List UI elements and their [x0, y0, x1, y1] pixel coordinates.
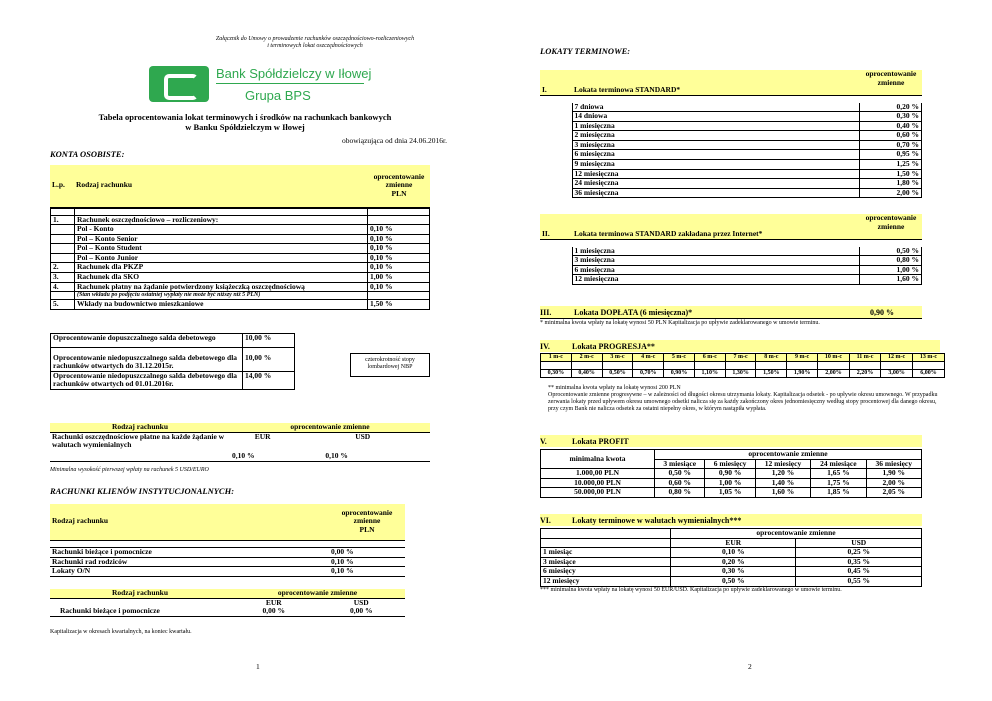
month-header: 1 m-c [541, 354, 572, 362]
section-deposits: LOKATY TERMINOWE: [540, 46, 631, 56]
s4-note2: Oprocentowanie zmienne progresywne – w zależności od długości okresu utrzymania lokaty. Kapitalizacja odsetek - po upływie okresu umownego. W przypadku zerwania lokaty przed upływem okresu umownego odsetki nalicza się za każdy zakończony okres jednomiesięczny według stopy procentowej dla danego okresu, przy czym Bank nie nalicza odsetek za ostatni niepełny okres, w którym nastąpiła wypłata. [548, 392, 938, 412]
row-rate: 1,40 % [755, 478, 810, 488]
debit-row-2-label: Oprocentowanie niedopuszczalnego salda debetowego dla rachunków otwartych do 31.12.2015r. [51, 354, 243, 372]
row-eur: 0,50 % [671, 576, 796, 586]
debit-row-2-rate: 10,00 % [243, 354, 295, 372]
debit-row-3-label: Oprocentowanie niedopuszczalnego salda debetowego dla rachunków otwartych od 01.01.2016r. [51, 371, 243, 389]
row-amount: 10.000,00 PLN [541, 478, 655, 488]
table-row [540, 188, 922, 198]
inst-cur-header-eur: EUR [265, 597, 282, 607]
row-name: Pol – Konto Senior [75, 234, 368, 244]
table-row [50, 567, 405, 577]
month-header: 11 m-c [849, 354, 880, 362]
row-rate: 0,10 % [368, 263, 430, 273]
s2-body [540, 240, 922, 285]
month-rate: 1,10% [694, 370, 725, 378]
row-lp: 1. [51, 215, 75, 225]
s5-title: Lokata PROFIT [572, 437, 629, 446]
row-lp [51, 244, 75, 254]
row-rate: 0,60 % [860, 131, 922, 141]
month-header: 8 m-c [756, 354, 787, 362]
row-rate: 1,60 % [860, 275, 922, 285]
header-type: Rodzaj rachunku [74, 165, 368, 207]
row-term: 3 miesięczna [572, 256, 860, 266]
row-name: Pol – Konto Junior [75, 253, 368, 263]
period-header: 3 miesiące [655, 459, 705, 469]
table-row [51, 282, 430, 292]
table-row [541, 488, 922, 498]
period-header: 6 miesięcy [705, 459, 755, 469]
row-rate: 1,05 % [705, 488, 755, 498]
progresja-header [540, 340, 940, 352]
period-header: 12 miesięcy [755, 459, 810, 469]
table-row [50, 548, 405, 558]
row-name: Lokaty O/N [50, 567, 329, 577]
s3-num: III. [540, 308, 552, 317]
s2-title: Lokata terminowa STANDARD zakładana przez Internet* [572, 214, 860, 239]
row-name: Pol – Konto Student [75, 244, 368, 254]
row-rate: 0,50 % [860, 247, 922, 256]
row-rate: 2,00 % [860, 188, 922, 198]
month-header: 6 m-c [694, 354, 725, 362]
capitalization-note: Kapitalizacja w okresach kwartalnych, na koniec kwartału. [50, 629, 192, 635]
month-header: 4 m-c [633, 354, 664, 362]
cur-header-eur: EUR [254, 431, 271, 441]
table-row [541, 548, 922, 558]
doplata-row [540, 306, 922, 319]
table-row [51, 300, 430, 310]
row-eur: 0,30 % [671, 567, 796, 577]
row-rate: 1,00 % [705, 478, 755, 488]
s4-title: Lokata PROGRESJA** [572, 342, 655, 351]
logo-divider [216, 83, 364, 84]
s1-body [540, 96, 922, 199]
row-rate: 0,95 % [860, 150, 922, 160]
inst-header-type: Rodzaj rachunku [50, 504, 329, 540]
page-title: Tabela oprocentowania lokat terminowych i środków na rachunkach bankowych w Banku Spółdzielczym w Iłowej [98, 112, 392, 132]
row-term: 6 miesięczna [572, 150, 860, 160]
row-rate: 1,75 % [811, 478, 866, 488]
row-name: Rachunki rad rodziców [50, 557, 329, 567]
row-rate: 0,10 % [368, 234, 430, 244]
row-term: 1 miesięczna [572, 247, 860, 256]
s2-num: II. [540, 214, 572, 239]
institutional-table [50, 504, 405, 577]
table-row [540, 131, 922, 141]
row-rate: 0,80 % [860, 256, 922, 266]
row-rate: 1,25 % [860, 160, 922, 170]
month-rate: 0,70% [633, 370, 664, 378]
row-rate: 0,10 % [329, 567, 405, 577]
s1-rate-header: oprocentowanie zmienne [860, 70, 922, 95]
debit-table [50, 333, 295, 390]
cur-min-note: Minimalna wysokość pierwszej wpłaty na rachunek 5 USD/EURO [50, 467, 209, 473]
cur-row-label: Rachunki oszczędnościowe płatne na każde żądanie w walutach wymienialnych [50, 432, 230, 461]
month-header: 3 m-c [602, 354, 633, 362]
row-lp [51, 234, 75, 244]
table-row [541, 469, 922, 479]
s6-eur-header: EUR [671, 538, 796, 548]
row-rate: 1,20 % [755, 469, 810, 479]
page-number-1: 1 [256, 662, 260, 671]
row-lp: 3. [51, 273, 75, 283]
s2-rate-header: oprocentowanie zmienne [860, 214, 922, 239]
cur-header-usd: USD [355, 431, 371, 441]
row-name: Pol - Konto [75, 225, 368, 235]
row-rate: 0,50 % [655, 469, 705, 479]
row-term: 36 miesięczna [572, 188, 860, 198]
bank-logo-icon [149, 66, 209, 102]
row-rate: 1,00 % [368, 273, 430, 283]
row-term: 24 miesięczna [572, 179, 860, 189]
inst-cur-usd: 0,00 % [317, 607, 405, 616]
month-header: 12 m-c [881, 354, 913, 362]
page-number-2: 2 [748, 662, 752, 671]
month-rate: 1,50% [756, 370, 787, 378]
month-header: 9 m-c [787, 354, 818, 362]
s4-num: IV. [540, 342, 550, 351]
s1-title: Lokata terminowa STANDARD* [572, 70, 860, 95]
table-row [51, 225, 430, 235]
month-rate: 0,30% [541, 370, 572, 378]
header-lp: L.p. [50, 165, 74, 207]
table-row [540, 275, 922, 285]
row-name: Rachunek dla SKO [75, 273, 368, 283]
table-row [540, 160, 922, 170]
row-rate: 1,60 % [755, 488, 810, 498]
row-term: 9 miesięczna [572, 160, 860, 170]
inst-cur-header-usd: USD [353, 597, 369, 607]
row-name: Rachunek dla PKZP [75, 263, 368, 273]
personal-accounts-body [50, 208, 430, 310]
row-rate: 0,70 % [860, 140, 922, 150]
period-header: 36 miesięcy [866, 459, 921, 469]
inst-header-rate: oprocentowanie zmienne PLN [329, 504, 405, 540]
row-usd: 0,45 % [796, 567, 922, 577]
row-lp: 4. [51, 282, 75, 292]
row-eur: 0,10 % [671, 548, 796, 558]
s4-note1: ** minimalna kwota wpłaty na lokatę wynosi 200 PLN [548, 385, 681, 391]
row-term: 2 miesięczna [572, 131, 860, 141]
row-term: 12 miesięczna [572, 169, 860, 179]
table-row [540, 112, 922, 122]
inst-cur-eur: 0,00 % [230, 607, 317, 616]
row-usd: 0,35 % [796, 557, 922, 567]
row-term: 7 dniowa [572, 103, 860, 112]
month-rate: 2,20% [849, 370, 880, 378]
month-header: 7 m-c [725, 354, 756, 362]
month-rate: 3,00% [881, 370, 913, 378]
row-rate: 1,50 % [368, 300, 430, 310]
row-rate: 0,80 % [655, 488, 705, 498]
row-name: Rachunki bieżące i pomocnicze [50, 548, 329, 558]
month-header: 10 m-c [818, 354, 850, 362]
annex-note: Załącznik do Umowy o prowadzenie rachunków oszczędnościowo-rozliczeniowych i terminowych lokat oszczędnościowych [215, 36, 415, 49]
row-name: Wkłady na budownictwo mieszkaniowe [75, 300, 368, 310]
currency-deposits-table [540, 528, 922, 587]
row-lp [51, 225, 75, 235]
row-rate: 0,10 % [368, 225, 430, 235]
table-row [51, 244, 430, 254]
month-rate: 0,50% [602, 370, 633, 378]
month-header: 13 m-c [913, 354, 945, 362]
debit-side-note: czterokrotność stopy lombardowej NBP [350, 353, 430, 377]
row-lp: 2. [51, 263, 75, 273]
row-rate: 0,90 % [705, 469, 755, 479]
debit-row-3-rate: 14,00 % [243, 371, 295, 389]
row-usd: 0,55 % [796, 576, 922, 586]
row-rate: 0,30 % [860, 112, 922, 122]
s6-usd-header: USD [796, 538, 922, 548]
s3-title: Lokata DOPŁATA (6 miesięczna)* [574, 308, 693, 317]
logo-group: Grupa BPS [245, 88, 311, 103]
month-rate: 1,90% [787, 370, 818, 378]
standard-deposit-table [540, 70, 922, 198]
cur-header-rate: oprocentowanie zmienne [230, 423, 430, 432]
cur-header-type: Rodzaj rachunku [50, 423, 230, 432]
row-rate: 0,20 % [860, 103, 922, 112]
row-term: 3 miesiące [541, 557, 671, 567]
inst-cur-header-rate: oprocentowanie zmienne [230, 589, 405, 598]
inst-currency-table [50, 589, 405, 617]
row-4-note: (Stan wkładu po podjęciu ostatniej wypłaty nie może być niższy niż 5 PLN) [75, 292, 368, 300]
month-header: 5 m-c [664, 354, 695, 362]
row-amount: 50.000,00 PLN [541, 488, 655, 498]
row-rate: 1,50 % [860, 169, 922, 179]
inst-cur-header-type: Rodzaj rachunku [50, 589, 230, 598]
table-row [541, 576, 922, 586]
s5-rate-header: oprocentowanie zmienne [655, 450, 922, 460]
row-term: 12 miesięczna [572, 275, 860, 285]
internet-deposit-table [540, 214, 922, 285]
row-lp: 5. [51, 300, 75, 310]
inst-cur-row-label: Rachunki bieżące i pomocnicze [50, 607, 230, 616]
month-rate: 1,30% [725, 370, 756, 378]
institutional-body [50, 541, 405, 577]
debit-row-1-label: Oprocentowanie dopuszczalnego salda debetowego [51, 334, 243, 348]
month-header: 2 m-c [571, 354, 602, 362]
s6-title: Lokaty terminowe w walutach wymienialnych*** [572, 516, 742, 525]
row-eur: 0,20 % [671, 557, 796, 567]
currency-deposits-header [540, 514, 922, 526]
profit-header [540, 435, 922, 447]
s6-note: *** minimalna kwota wpłaty na lokatę wynosi 50 EUR/USD. Kapitalizacja po upływie zadeklarowanego w umowie terminu. [540, 587, 842, 593]
table-row [540, 179, 922, 189]
row-term: 6 miesięcy [541, 567, 671, 577]
row-term: 6 miesięczna [572, 265, 860, 275]
s3-note: * minimalna kwota wpłaty na lokatę wynosi 50 PLN Kapitalizacja po upływie zadeklarowanego w umowie terminu. [540, 320, 820, 326]
section-personal: KONTA OSOBISTE: [50, 149, 125, 159]
s3-rate: 0,90 % [870, 308, 894, 317]
row-term: 1 miesięczna [572, 121, 860, 131]
currency-savings-table [50, 423, 430, 462]
row-rate: 0,10 % [368, 282, 430, 292]
row-rate: 0,10 % [368, 253, 430, 263]
row-term: 1 miesiąc [541, 548, 671, 558]
month-rate: 6,00% [913, 370, 945, 378]
row-rate: 1,65 % [811, 469, 866, 479]
profit-table [540, 449, 922, 498]
header-rate: oprocentowanie zmienne PLN [368, 165, 430, 207]
progresja-table [540, 353, 945, 378]
personal-accounts-table [50, 165, 430, 310]
cur-usd-rate: 0,10 % [295, 441, 430, 461]
row-term: 3 miesięczna [572, 140, 860, 150]
row-rate: 0,00 % [329, 548, 405, 558]
month-rate: 0,40% [571, 370, 602, 378]
row-rate: 2,05 % [866, 488, 921, 498]
period-header: 24 miesiące [811, 459, 866, 469]
row-term: 14 dniowa [572, 112, 860, 122]
s1-num: I. [540, 70, 572, 95]
month-rate: 0,90% [664, 370, 695, 378]
table-row [540, 256, 922, 266]
row-usd: 0,25 % [796, 548, 922, 558]
row-rate: 0,60 % [655, 478, 705, 488]
row-term: 12 miesięcy [541, 576, 671, 586]
row-rate: 0,40 % [860, 121, 922, 131]
row-name: Rachunek płatny na żądanie potwierdzony książeczką oszczędnościową [75, 282, 368, 292]
month-rate: 2,00% [818, 370, 850, 378]
row-rate: 0,10 % [368, 244, 430, 254]
logo-name: Bank Spółdzielczy w Iłowej [216, 66, 372, 81]
row-rate: 1,80 % [860, 179, 922, 189]
effective-date: obowiązująca od dnia 24.06.2016r. [342, 136, 447, 145]
row-amount: 1.000,00 PLN [541, 469, 655, 479]
section-institutional: RACHUNKI KLIENÓW INSTYTUCJONALNYCH: [50, 486, 235, 496]
s6-num: VI. [540, 516, 551, 525]
row-rate: 1,00 % [860, 265, 922, 275]
debit-row-1-rate: 10,00 % [243, 334, 295, 348]
row-rate: 2,00 % [866, 478, 921, 488]
s6-rate-header: oprocentowanie zmienne [671, 529, 922, 539]
s5-num: V. [540, 437, 547, 446]
row-rate: 1,85 % [811, 488, 866, 498]
row-rate: 0,10 % [329, 557, 405, 567]
row-rate: 1,90 % [866, 469, 921, 479]
cur-eur-rate: 0,10 % [230, 441, 295, 461]
row-name: Rachunek oszczędnościowo – rozliczeniowy: [75, 215, 368, 225]
table-row [51, 273, 430, 283]
s5-min-header: minimalna kwota [541, 450, 655, 469]
